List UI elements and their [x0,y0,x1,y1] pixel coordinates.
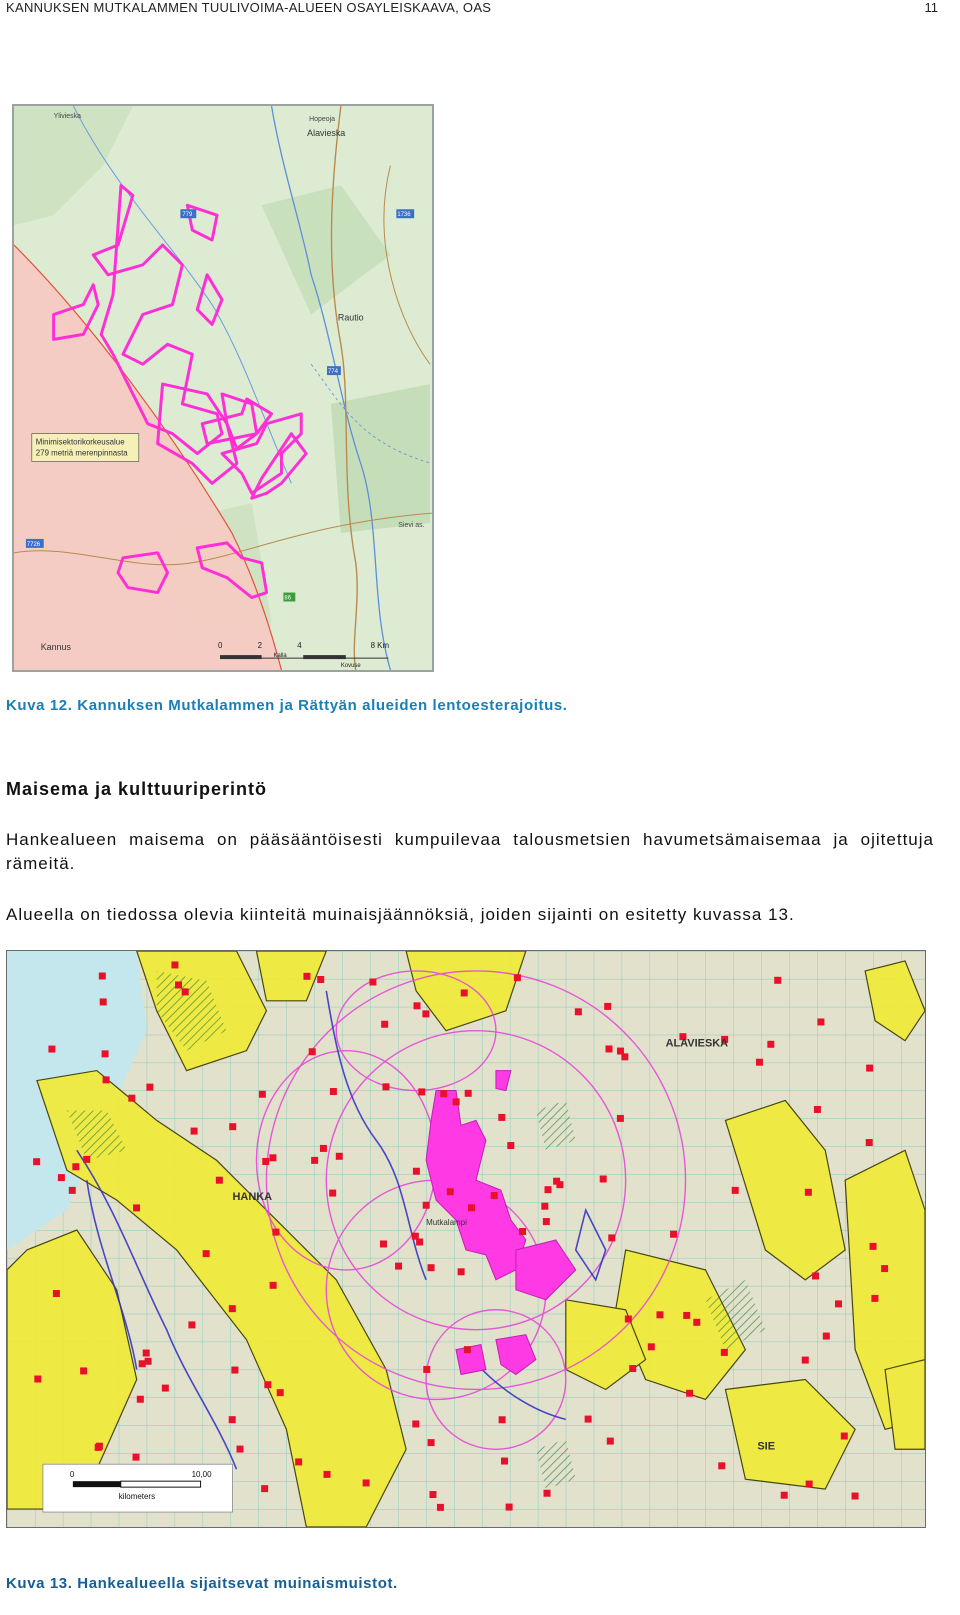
zone-label-line1: Minimisektorikorkeusalue [35,437,125,447]
obstruction-limit-map [12,104,434,672]
relic-marker [329,1190,336,1197]
relic-marker [272,1229,279,1236]
relic-marker [812,1272,819,1279]
relic-marker [605,1045,612,1052]
relic-marker [767,1041,774,1048]
relic-marker [440,1090,447,1097]
relic-marker [311,1157,318,1164]
relic-marker [422,1010,429,1017]
relic-marker [464,1346,471,1353]
place-sievi: Sievi as. [398,522,425,530]
place-rautio: Rautio [337,312,364,323]
relic-marker [756,1059,763,1066]
relic-marker [330,1088,337,1095]
section-heading: Maisema ja kulttuuriperintö [6,779,268,799]
relic-marker [866,1139,873,1146]
relic-marker [382,1083,389,1090]
figure-13-caption: Kuva 13. Hankealueella sijaitsevat muinaismuistot. [6,1575,398,1592]
relic-marker [871,1295,878,1302]
relic-marker [100,998,107,1005]
relic-marker [369,979,376,986]
relic-marker [216,1177,223,1184]
relic-marker [428,1439,435,1446]
map2-scale-right: 10,00 [191,1470,212,1480]
relic-marker [133,1204,140,1211]
relic-marker [817,1018,824,1025]
relic-marker [231,1367,238,1374]
relic-marker [303,973,310,980]
relic-marker [607,1438,614,1445]
relic-marker [823,1333,830,1340]
relic-marker [146,1084,153,1091]
scale-tick-4: 4 [297,641,302,651]
relic-marker [553,1178,560,1185]
relic-marker [412,1420,419,1427]
relic-marker [324,1471,331,1478]
relic-marker [270,1282,277,1289]
relic-marker [162,1385,169,1392]
paragraph-relics: Alueella on tiedossa olevia kiinteitä muinaisjäännöksiä, joiden sijainti on esitetty kuvassa 13. [6,905,795,924]
road-779: 779 [182,212,193,219]
relic-marker [237,1446,244,1453]
relic-marker [295,1458,302,1465]
road-86: 86 [284,595,292,602]
relic-marker [423,1366,430,1373]
map2-place-mutkalampi: Mutkalampi [426,1218,467,1228]
relic-marker [870,1243,877,1250]
relic-marker [381,1021,388,1028]
relic-marker [465,1090,472,1097]
scale-tick-0: 0 [218,641,223,651]
relic-marker [506,1504,513,1511]
relic-marker [841,1433,848,1440]
relic-marker [83,1156,90,1163]
relic-marker [191,1128,198,1135]
relic-marker [514,974,521,981]
relic-marker [585,1416,592,1423]
heritage-map [6,950,926,1528]
relic-marker [34,1376,41,1383]
relic-marker [600,1176,607,1183]
zone-label-line2: 279 metriä merenpinnasta [35,448,128,458]
relic-marker [363,1479,370,1486]
relic-marker [203,1250,210,1257]
relic-marker [774,977,781,984]
relic-marker [447,1188,454,1195]
relic-marker [621,1053,628,1060]
relic-marker [229,1123,236,1130]
relic-marker [498,1114,505,1121]
relic-marker [437,1504,444,1511]
relic-marker [468,1204,475,1211]
relic-marker [608,1234,615,1241]
relic-marker [229,1416,236,1423]
relic-marker [262,1158,269,1165]
relic-marker [693,1319,700,1326]
scale-sub-left: Kalla [273,653,287,660]
scale-tick-8: 8 Km [370,641,390,651]
map2-scale-bar [43,1464,233,1512]
place-kannus: Kannus [40,642,71,653]
relic-marker [137,1396,144,1403]
relic-marker [53,1290,60,1297]
relic-marker [133,1454,140,1461]
relic-marker [395,1263,402,1270]
map2-scale-left: 0 [69,1470,75,1480]
relic-marker [541,1203,548,1210]
map2-scale-unit: kilometers [118,1492,156,1502]
relic-marker [269,1154,276,1161]
relic-marker [428,1264,435,1271]
scale-sub-right: Kovuse [340,663,361,670]
relic-marker [499,1416,506,1423]
relic-marker [414,1002,421,1009]
relic-marker [544,1490,551,1497]
relic-marker [545,1186,552,1193]
relic-marker [617,1115,624,1122]
figure-12-caption: Kuva 12. Kannuksen Mutkalammen ja Rättyän alueiden lentoesterajoitus. [6,697,568,714]
relic-marker [806,1481,813,1488]
relic-marker [805,1189,812,1196]
road-1736: 1736 [397,212,411,219]
road-774: 774 [327,369,338,376]
relic-marker [491,1192,498,1199]
relic-marker [48,1046,55,1053]
map2-place-sie: SIE [757,1440,776,1453]
relic-marker [320,1145,327,1152]
paragraph-landscape: Hankealueen maisema on pääsääntöisesti kumpuilevaa talousmetsien havumetsämaisemaa ja ojitettuja rämeitä. [6,830,934,873]
relic-marker [261,1485,268,1492]
relic-marker [648,1343,655,1350]
relic-marker [103,1076,110,1083]
relic-marker [188,1321,195,1328]
relic-marker [852,1493,859,1500]
relic-marker [423,1202,430,1209]
relic-marker [543,1218,550,1225]
relic-marker [721,1349,728,1356]
relic-marker [625,1316,632,1323]
place-ylivieska: Ylivieska [53,112,81,120]
relic-marker [507,1142,514,1149]
scale-tick-2: 2 [257,641,263,651]
relic-marker [277,1389,284,1396]
relic-marker [33,1158,40,1165]
relic-marker [102,1050,109,1057]
relic-marker [128,1095,135,1102]
relic-marker [629,1365,636,1372]
relic-marker [835,1300,842,1307]
relic-marker [99,973,106,980]
relic-marker [143,1350,150,1357]
relic-marker [72,1163,79,1170]
relic-marker [802,1357,809,1364]
map2-place-alavieska: ALAVIESKA [665,1037,729,1050]
page-number: 11 [924,0,938,15]
relic-marker [171,961,178,968]
relic-marker [413,1168,420,1175]
page-header-title: KANNUKSEN MUTKALAMMEN TUULIVOIMA-ALUEEN OSAYLEISKAAVA, OAS [6,0,492,15]
relic-marker [501,1458,508,1465]
place-alavieska: Alavieska [307,127,346,138]
relic-marker [519,1228,526,1235]
relic-marker [58,1174,65,1181]
relic-marker [145,1358,152,1365]
relic-marker [656,1311,663,1318]
relic-marker [309,1048,316,1055]
relic-marker [264,1381,271,1388]
relic-marker [229,1305,236,1312]
relic-marker [881,1265,888,1272]
relic-marker [461,989,468,996]
map2-place-hanka: HANKA [232,1191,273,1204]
relic-marker [95,1444,102,1451]
place-hopeoja: Hopeoja [309,115,335,123]
relic-marker [69,1187,76,1194]
relic-marker [575,1008,582,1015]
relic-marker [80,1367,87,1374]
relic-marker [670,1231,677,1238]
relic-marker [317,976,324,983]
relic-marker [175,981,182,988]
relic-marker [718,1462,725,1469]
relic-marker [686,1390,693,1397]
relic-marker [866,1065,873,1072]
relic-marker [412,1233,419,1240]
relic-marker [732,1187,739,1194]
relic-marker [453,1098,460,1105]
relic-marker [683,1312,690,1319]
road-7726: 7726 [26,541,41,548]
relic-marker [781,1492,788,1499]
relic-marker [814,1106,821,1113]
relic-marker [418,1088,425,1095]
relic-marker [604,1003,611,1010]
relic-marker [182,988,189,995]
relic-marker [259,1091,266,1098]
relic-marker [336,1153,343,1160]
relic-marker [429,1491,436,1498]
relic-marker [380,1240,387,1247]
relic-marker [458,1268,465,1275]
